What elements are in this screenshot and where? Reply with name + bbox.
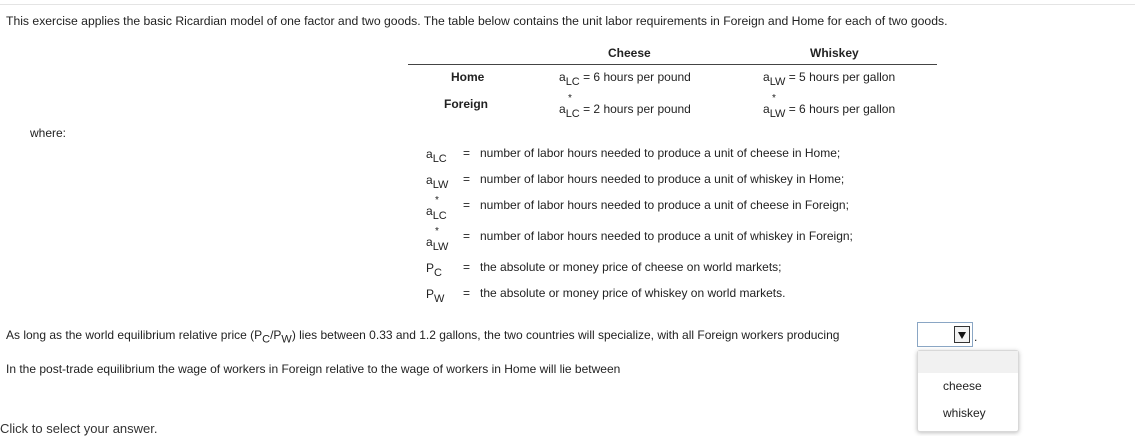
top-divider: [0, 4, 1135, 5]
def-symbol-alw-star: a * $_{LW}$: [426, 226, 449, 253]
def-text-alc-star: number of labor hours needed to produce a unit of cheese in Foreign;: [480, 198, 849, 212]
def-equals: =: [463, 260, 471, 274]
def-symbol-pw: $P_W$: [426, 287, 445, 305]
symbol-alw: $a_{LW}$: [763, 70, 786, 88]
def-equals: =: [463, 198, 471, 212]
symbol-alc: $a_{LC}$: [559, 70, 580, 88]
table-cell-home-cheese: $a_{LC} = 6$ hours per pound: [559, 70, 691, 88]
table-row-label-foreign: Foreign: [444, 97, 488, 111]
def-text-pw: the absolute or money price of whiskey on world markets.: [480, 286, 786, 300]
def-equals: =: [463, 146, 471, 160]
def-text-alc: number of labor hours needed to produce a unit of cheese in Home;: [480, 146, 841, 160]
question-2-text: In the post-trade equilibrium the wage of workers in Foreign relative to the wage of workers in Home will lie between: [6, 362, 621, 376]
def-text-alw: number of labor hours needed to produce a unit of whiskey in Home;: [480, 172, 845, 186]
dropdown-arrow-icon[interactable]: [954, 326, 970, 343]
def-equals: =: [463, 229, 471, 243]
intro-text: This exercise applies the basic Ricardian model of one factor and two goods. The table below contains the unit labor requirements in Foreign and Home for each of two goods.: [6, 14, 948, 28]
def-symbol-alc: $a_{LC}$: [426, 147, 447, 165]
table-header-cheese: Cheese: [608, 46, 651, 60]
dropdown-option-blank[interactable]: [918, 351, 1018, 373]
def-equals: =: [463, 286, 471, 300]
table-header-whiskey: Whiskey: [810, 46, 859, 60]
table-cell-home-whiskey: $a_{LW} = 5$ hours per gallon: [763, 70, 896, 88]
question-1-text: As long as the world equilibrium relative price $(P_C/P_W)$ lies between 0.33 and 1.2 gallons, the two countries will specialize, with all Foreign workers producing: [6, 328, 840, 346]
def-text-alw-star: number of labor hours needed to produce a unit of whiskey in Foreign;: [480, 229, 853, 243]
table-cell-foreign-whiskey: a * $_{LW}$ = 6 hours per gallon: [763, 93, 896, 120]
dropdown-options-list: [917, 350, 1019, 432]
def-symbol-pc: $P_C$: [426, 261, 442, 279]
def-symbol-alw: $a_{LW}$: [426, 173, 449, 191]
table-cell-foreign-cheese: a * $_{LC}$ = 2 hours per pound: [559, 93, 691, 120]
table-header-rule: [408, 64, 937, 65]
dropdown-option-whiskey[interactable]: whiskey: [943, 406, 986, 420]
question-1-period: .: [974, 330, 978, 344]
symbol-alc-star: a * $_{LC}$: [559, 93, 580, 120]
def-symbol-alc-star: a * $_{LC}$: [426, 195, 447, 222]
answer-dropdown[interactable]: [917, 322, 973, 347]
dropdown-option-cheese[interactable]: cheese: [943, 379, 982, 393]
def-equals: =: [463, 172, 471, 186]
def-text-pc: the absolute or money price of cheese on world markets;: [480, 260, 782, 274]
where-label: where:: [30, 126, 67, 140]
symbol-alw-star: a * $_{LW}$: [763, 93, 786, 120]
table-row-label-home: Home: [451, 70, 485, 84]
footer-hint: Click to select your answer.: [0, 421, 158, 436]
